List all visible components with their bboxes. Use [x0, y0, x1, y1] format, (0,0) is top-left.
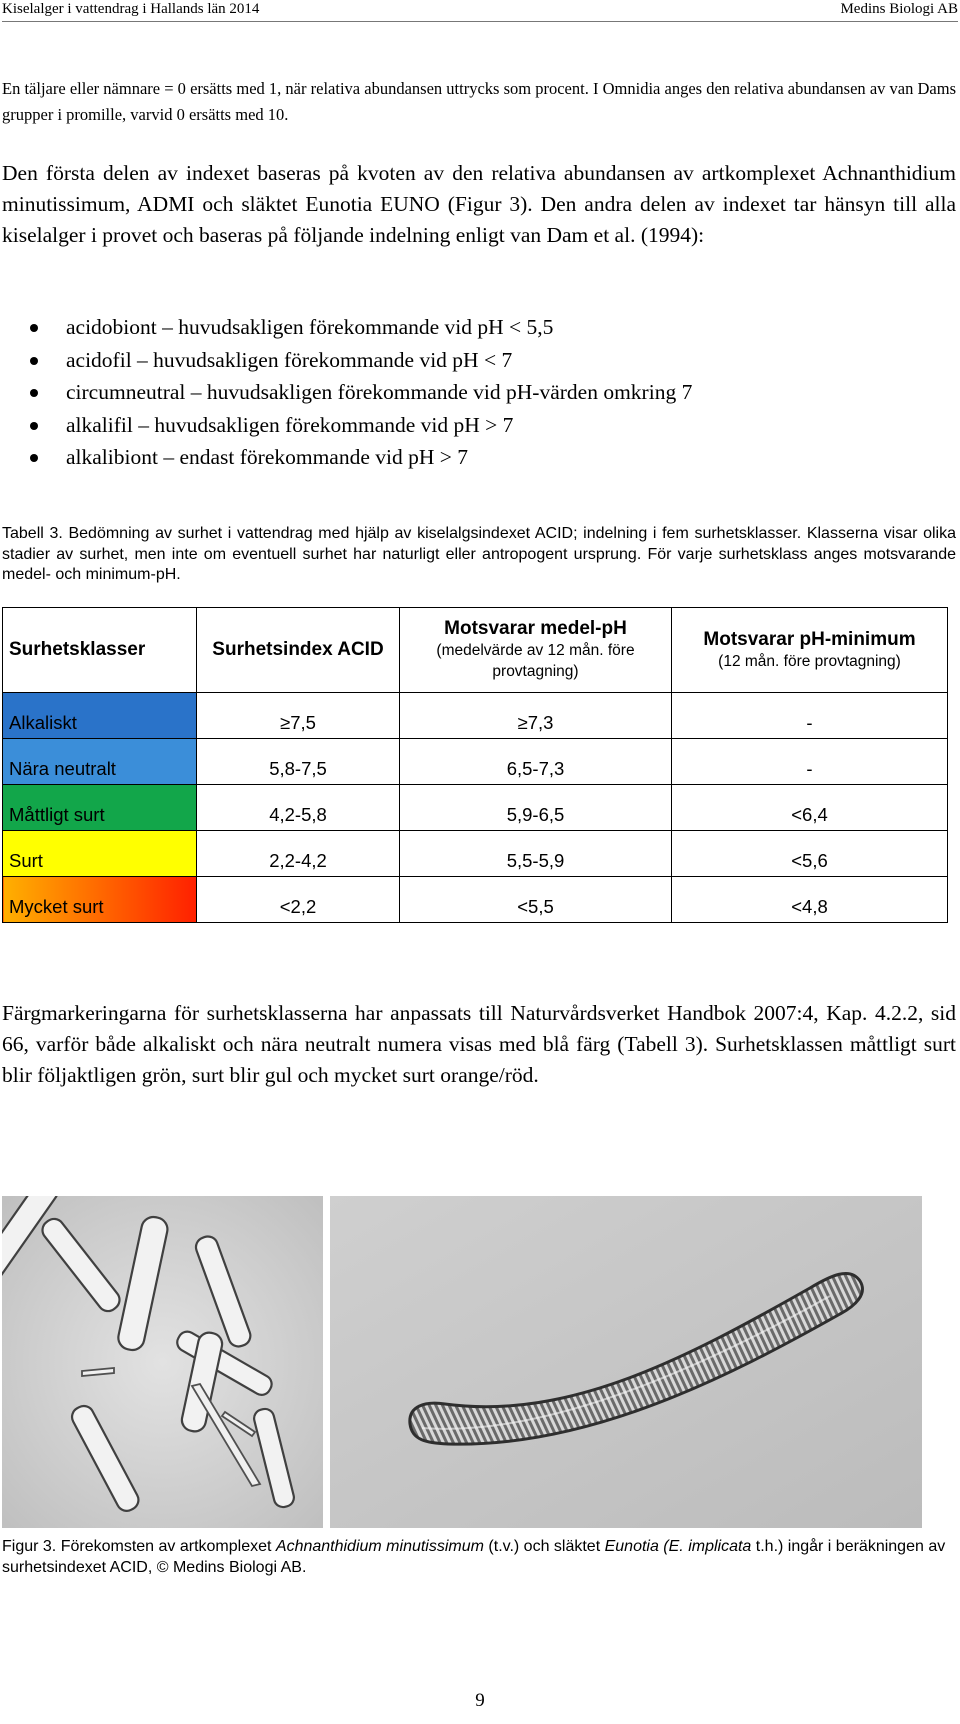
table-row: [3, 831, 948, 877]
acid-cell: 4,2-5,8: [197, 785, 400, 831]
mean-ph-cell: 6,5-7,3: [400, 739, 672, 785]
diatom-photo-eunotia-image: [330, 1196, 922, 1528]
diatom-photo-eunotia: [330, 1196, 922, 1528]
header-title: Kiselalger i vattendrag i Hallands län 2014: [2, 1, 260, 17]
table-row: [3, 739, 948, 785]
col-header-mean-ph: Motsvarar medel-pH (medelvärde av 12 mån. före provtagning): [400, 608, 672, 693]
class-cell: Måttligt surt: [3, 785, 197, 831]
col-header-min-ph: Motsvarar pH-minimum (12 mån. före provtagning): [672, 608, 948, 693]
table-row: [3, 785, 948, 831]
color-paragraph: Färgmarkeringarna för surhetsklasserna har anpassats till Naturvårdsverket Handbok 2007:4, Kap. 4.2.2, sid 66, varför både alkaliskt och nära neutralt numera visas med blå färg (Tabell 3). Surhetsklassen måttligt surt blir följaktligen grön, surt blir gul och mycket surt orange/röd.: [2, 1001, 956, 1087]
mean-ph-cell: <5,5: [400, 877, 672, 923]
list-item: circumneutral – huvudsakligen förekommande vid pH-värden omkring 7: [28, 376, 692, 409]
mean-ph-cell: 5,5-5,9: [400, 831, 672, 877]
col-header-class: Surhetsklasser: [3, 608, 197, 693]
page-number: 9: [475, 1690, 485, 1711]
mean-ph-cell: 5,9-6,5: [400, 785, 672, 831]
class-cell: Alkaliskt: [3, 693, 197, 739]
col-header-acid: Surhetsindex ACID: [197, 608, 400, 693]
table-header-row: [3, 608, 948, 693]
mean-ph-cell: ≥7,3: [400, 693, 672, 739]
intro-paragraph: En täljare eller nämnare = 0 ersätts med 1, när relativa abundansen uttrycks som procent. I Omnidia anges den relativa abundansen av van Dams grupper i promille, varvid 0 ersätts med 10.: [2, 79, 956, 124]
class-cell: Surt: [3, 831, 197, 877]
acidity-table: [2, 607, 948, 923]
page-header: [0, 0, 960, 22]
diatom-photo-achnanthidium: [2, 1196, 323, 1528]
acid-cell: ≥7,5: [197, 693, 400, 739]
class-cell: Nära neutralt: [3, 739, 197, 785]
bullet-dot-icon: [30, 357, 38, 365]
min-ph-cell: -: [672, 739, 948, 785]
class-cell: Mycket surt: [3, 877, 197, 923]
list-item: acidofil – huvudsakligen förekommande vid pH < 7: [28, 344, 692, 377]
ph-category-list: [28, 311, 692, 474]
table-row: [3, 877, 948, 923]
main-paragraph: Den första delen av indexet baseras på kvoten av den relativa abundansen av artkomplexet Achnanthidium minutissimum, ADMI och släktet Eunotia EUNO (Figur 3). Den andra delen av indexet tar hänsyn till alla kiselalger i provet och baseras på följande indelning enligt van Dam et al. (1994):: [2, 161, 956, 247]
bullet-dot-icon: [30, 389, 38, 397]
min-ph-cell: <5,6: [672, 831, 948, 877]
min-ph-cell: <4,8: [672, 877, 948, 923]
acid-cell: 5,8-7,5: [197, 739, 400, 785]
bullet-dot-icon: [30, 454, 38, 462]
acid-cell: 2,2-4,2: [197, 831, 400, 877]
table-row: [3, 693, 948, 739]
header-company: Medins Biologi AB: [840, 1, 958, 17]
table-caption: Tabell 3. Bedömning av surhet i vattendrag med hjälp av kiselalgsindexet ACID; indelning i fem surhetsklasser. Klasserna visar olika stadier av surhet, men inte om eventuell surhet har naturligt eller antropogent ursprung. För varje surhetsklass anges motsvarande medel- och minimum-pH.: [2, 525, 956, 583]
species-achnanthidium: Achnanthidium minutissimum: [275, 1538, 484, 1555]
diatom-photo-achnanthidium-image: [2, 1196, 323, 1528]
acid-cell: <2,2: [197, 877, 400, 923]
list-item: alkalibiont – endast förekommande vid pH > 7: [28, 441, 692, 474]
list-item: alkalifil – huvudsakligen förekommande vid pH > 7: [28, 409, 692, 442]
bullet-dot-icon: [30, 422, 38, 430]
bullet-dot-icon: [30, 324, 38, 332]
min-ph-cell: -: [672, 693, 948, 739]
figure-caption: Figur 3. Förekomsten av artkomplexet Achnanthidium minutissimum (t.v.) och släktet Eunotia (E. implicata t.h.) ingår i beräkningen av surhetsindexet ACID, © Medins Biologi AB.: [2, 1538, 946, 1576]
species-eunotia: Eunotia (E. implicata: [604, 1538, 752, 1555]
header-rule: [2, 21, 958, 22]
list-item: acidobiont – huvudsakligen förekommande vid pH < 5,5: [28, 311, 692, 344]
min-ph-cell: <6,4: [672, 785, 948, 831]
